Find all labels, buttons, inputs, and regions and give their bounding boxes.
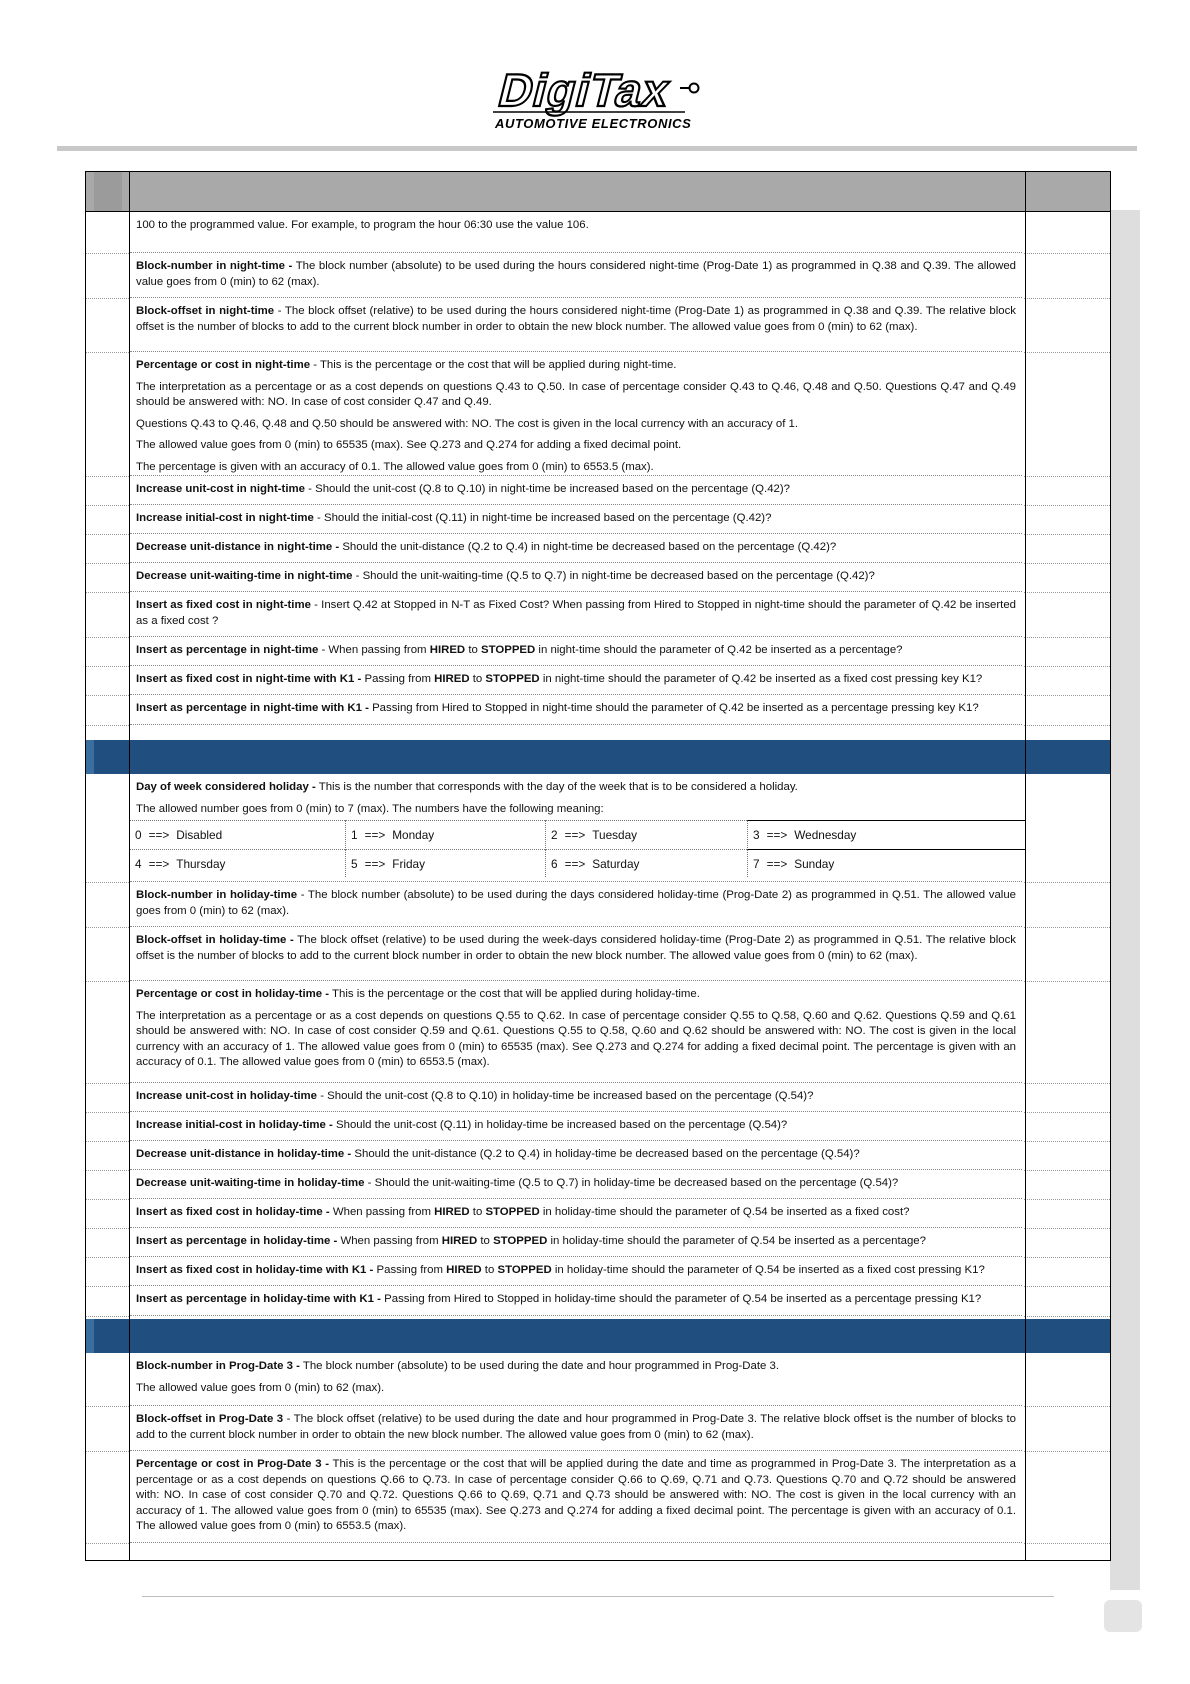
row-paragraph: Questions Q.43 to Q.46, Q.48 and Q.50 should be answered with: NO. The cost is given in the local currency with an accuracy of 1. [136, 417, 799, 430]
table-row [130, 1228, 1022, 1257]
row-description: Passing from [373, 1264, 447, 1276]
column-divider-left [129, 172, 130, 1560]
table-row [130, 1112, 1022, 1141]
table-row [130, 352, 1022, 476]
row-text [136, 1205, 1016, 1227]
row-description: - Insert Q.42 at Stopped in N-T as Fixed Cost? When passing from Hired to Stopped in night-time should the parameter of Q.42 be inserted as a fixed cost ? [136, 599, 1017, 627]
row-title: Increase initial-cost in night-time [136, 512, 314, 524]
section-bar-holiday [86, 740, 1110, 774]
row-text [136, 780, 1016, 823]
row-description: This is the percentage or the cost that will be applied during holiday-time. [329, 988, 700, 1000]
weekday-name: Saturday [592, 857, 640, 871]
row-description: Should the unit-distance (Q.2 to Q.4) in night-time be decreased based on the percentage (Q.42)? [339, 541, 837, 553]
weekday-arrow: ==> [564, 828, 586, 842]
footer-rule [142, 1596, 1054, 1597]
row-description: in night-time should the parameter of Q.42 be inserted as a fixed cost pressing key K1? [539, 673, 983, 685]
row-paragraph: The interpretation as a percentage or as a cost depends on questions Q.43 to Q.50. In case of percentage consider Q.43 to Q.46, Q.48 and Q.50. Questions Q.47 and Q.49 should be answered with: NO. In case of cost consider Q.47 and Q.49. [136, 380, 1016, 408]
row-description: to [469, 1206, 486, 1218]
weekday-arrow: ==> [364, 828, 386, 842]
weekday-num: 2 [551, 828, 558, 842]
row-keyword: HIRED [429, 644, 466, 656]
row-description: to [469, 673, 486, 685]
table-row [130, 298, 1022, 352]
row-keyword: STOPPED [485, 673, 540, 685]
row-text [136, 358, 1016, 481]
row-title: Percentage or cost in Prog-Date 3 - [136, 1458, 330, 1470]
row-text [136, 598, 1016, 635]
row-description: in holiday-time should the parameter of Q.54 be inserted as a fixed cost pressing K1? [551, 1264, 985, 1276]
row-description: 100 to the programmed value. For example, to program the hour 06:30 use the value 106. [136, 219, 589, 231]
row-text [136, 511, 1016, 533]
weekday-num: 1 [351, 828, 358, 842]
parameter-table [85, 171, 1111, 1561]
row-title: Percentage or cost in holiday-time - [136, 988, 330, 1000]
row-description: - Should the unit-cost (Q.8 to Q.10) in night-time be increased based on the percentage (Q.42)? [304, 483, 790, 495]
table-row [130, 1257, 1022, 1286]
row-title: Percentage or cost in night-time [136, 359, 311, 371]
row-paragraph: The allowed value goes from 0 (min) to 62 (max). [136, 1381, 385, 1394]
row-keyword: STOPPED [481, 644, 536, 656]
row-description: When passing from [329, 1206, 435, 1218]
row-description: - The block offset (relative) to be used during the date and hour programmed in Prog-Date 3. The relative block offset is the number of blocks to add to the current block number in order to obtain the new block number. The allowed value goes from 0 (min) to 62 (max). [136, 1413, 1016, 1441]
row-keyword: STOPPED [485, 1206, 540, 1218]
table-row [130, 1406, 1022, 1451]
row-description: When passing from [337, 1235, 442, 1247]
row-description: The block number (absolute) to be used during the hours considered night-time (Prog-Date 1) as programmed in Q.38 and Q.39. The allowed value goes from 0 (min) to 62 (max). [136, 260, 1016, 288]
table-row [130, 1286, 1022, 1316]
row-description: Passing from Hired to Stopped in night-time should the parameter of Q.42 be inserted as a percentage pressing key K1? [368, 702, 979, 714]
row-description: - Should the unit-cost (Q.8 to Q.10) in holiday-time be increased based on the percentage (Q.54)? [317, 1090, 814, 1102]
row-description: This is the number that corresponds with the day of the week that is to be considered a holiday. [315, 781, 798, 793]
row-text [136, 1412, 1016, 1449]
logo-wordmark: DigiTax [493, 64, 677, 116]
row-text [136, 672, 1016, 694]
table-row [130, 1451, 1022, 1543]
row-text [136, 888, 1016, 925]
row-text [136, 1176, 1016, 1198]
weekday-num: 5 [351, 857, 358, 871]
row-description: in holiday-time should the parameter of Q.54 be inserted as a percentage? [547, 1235, 926, 1247]
table-row [130, 981, 1022, 1083]
table-row [130, 882, 1022, 927]
weekday-arrow: ==> [564, 857, 586, 871]
row-text [136, 259, 1016, 296]
row-text [136, 1263, 1016, 1285]
row-title: Block-offset in night-time [136, 305, 275, 317]
row-text [136, 1118, 1016, 1140]
row-text [136, 1359, 1016, 1402]
row-title: Decrease unit-waiting-time in night-time [136, 570, 353, 582]
row-title: Insert as percentage in night-time with K1 - [136, 702, 369, 714]
table-row [130, 666, 1022, 695]
weekday-name: Sunday [794, 857, 835, 871]
weekday-name: Friday [392, 857, 426, 871]
table-header-row [86, 172, 1110, 212]
table-row [130, 1199, 1022, 1228]
column-divider-right [1025, 172, 1026, 1560]
row-keyword: HIRED [441, 1235, 478, 1247]
row-title: Decrease unit-waiting-time in holiday-time [136, 1177, 365, 1189]
row-description: Should the unit-cost (Q.11) in holiday-time be increased based on the percentage (Q.54)? [332, 1119, 788, 1131]
row-keyword: HIRED [434, 673, 470, 685]
row-description: - Should the initial-cost (Q.11) in night-time be increased based on the percentage (Q.42)? [313, 512, 772, 524]
weekday-cell [345, 849, 545, 877]
row-text [136, 482, 1016, 504]
row-description: - Should the unit-waiting-time (Q.5 to Q.7) in night-time be decreased based on the percentage (Q.42)? [352, 570, 875, 582]
weekday-cell [545, 849, 747, 877]
digitax-logo [485, 62, 715, 134]
page-corner-tab [1104, 1600, 1142, 1632]
weekday-name: Disabled [176, 828, 223, 842]
weekday-cell [130, 849, 345, 877]
row-keyword: STOPPED [493, 1235, 548, 1247]
weekday-arrow: ==> [766, 857, 788, 871]
row-description: Should the unit-distance (Q.2 to Q.4) in holiday-time be decreased based on the percentage (Q.54)? [351, 1148, 860, 1160]
row-title: Block-number in Prog-Date 3 - [136, 1360, 300, 1372]
weekday-name: Thursday [176, 857, 226, 871]
row-text [136, 933, 1016, 970]
weekday-cell [747, 849, 1025, 877]
row-paragraph: The allowed number goes from 0 (min) to 7 (max). The numbers have the following meaning: [136, 802, 604, 815]
row-title: Insert as fixed cost in night-time with K1 - [136, 673, 362, 685]
row-text [136, 1292, 1016, 1314]
row-description: The block number (absolute) to be used during the date and hour programmed in Prog-Date 3. [299, 1360, 780, 1372]
row-title: Block-offset in Prog-Date 3 [136, 1413, 284, 1425]
header-rule [57, 146, 1137, 151]
table-row [130, 563, 1022, 592]
row-title: Decrease unit-distance in holiday-time - [136, 1148, 352, 1160]
weekday-arrow: ==> [148, 857, 170, 871]
row-keyword: STOPPED [497, 1264, 552, 1276]
weekday-table [130, 820, 1025, 878]
row-description: Passing from Hired to Stopped in holiday-time should the parameter of Q.54 be inserted as a percentage pressing K1? [380, 1293, 982, 1305]
row-keyword: HIRED [446, 1264, 482, 1276]
table-row [130, 927, 1022, 981]
row-description: to [465, 644, 482, 656]
row-title: Block-number in holiday-time [136, 889, 298, 901]
row-title: Increase unit-cost in holiday-time [136, 1090, 318, 1102]
row-description: in night-time should the parameter of Q.42 be inserted as a percentage? [535, 644, 903, 656]
row-title: Decrease unit-distance in night-time - [136, 541, 340, 553]
weekday-arrow: ==> [766, 828, 788, 842]
row-text [136, 304, 1016, 341]
row-title: Day of week considered holiday - [136, 781, 316, 793]
row-description: to [481, 1264, 498, 1276]
row-description: - The block number (absolute) to be used during the days considered holiday-time (Prog-Date 2) as programmed in Q.51. The allowed value goes from 0 (min) to 62 (max). [136, 889, 1016, 917]
weekday-num: 3 [753, 828, 760, 842]
row-paragraph: The percentage is given with an accuracy of 0.1. The allowed value goes from 0 (min) to 6553.5 (max). [136, 460, 654, 473]
row-description: to [477, 1235, 494, 1247]
row-description: in holiday-time should the parameter of Q.54 be inserted as a fixed cost? [539, 1206, 910, 1218]
table-row [130, 1353, 1022, 1406]
row-text [136, 1089, 1016, 1111]
table-row [130, 476, 1022, 505]
weekday-cell [130, 820, 345, 848]
row-text [136, 643, 1016, 665]
logo-graphic [485, 62, 715, 134]
row-title: Increase initial-cost in holiday-time - [136, 1119, 333, 1131]
row-text [136, 701, 1016, 723]
row-text [136, 1457, 1016, 1541]
row-description: - The block offset (relative) to be used during the hours considered night-time (Prog-Date 1) as programmed in Q.38 and Q.39. The relative block offset is the number of blocks to add to the current block number in order to obtain the new block number. The allowed value goes from 0 (min) to 62 (max). [136, 305, 1016, 333]
row-description: This is the percentage or the cost that will be applied during the date and time as programmed in Prog-Date 3. The interpretation as a percentage or as a cost depends on questions Q.66 to Q.73. In case of percentage consider Q.66 to Q.69, Q.71 and Q.73. Questions Q.70 and Q.72 should be answered with: NO. In case of cost consider Q.70 and Q.72. Questions Q.66 to Q.69, Q.71 and Q.73 should be answered with: NO. The cost is given in the local currency with an accuracy of 1. The allowed value goes from 0 (min) to 65535 (max). See Q.273 and Q.274 for adding a fixed decimal point. The percentage is given with an accuracy of 0.1. The allowed value goes from 0 (min) to 6553.5 (max). [136, 1458, 1016, 1532]
table-row [130, 534, 1022, 563]
weekday-num: 0 [135, 828, 142, 842]
row-title: Insert as percentage in night-time [136, 644, 319, 656]
row-description: - When passing from [318, 644, 430, 656]
row-paragraph: The interpretation as a percentage or as a cost depends on questions Q.55 to Q.62. In case of percentage consider Q.55 to Q.58, Q.60 and Q.62. Questions Q.59 and Q.61 should be answered with: NO. In case of cost consider Q.59 and Q.61. Questions Q.55 to Q.58, Q.60 and Q.62 should be answered with: NO. The cost is given in the local currency with an accuracy of 1. The allowed value goes from 0 (min) to 65535 (max). See Q.273 and Q.274 for adding a fixed decimal point. The percentage is given with an accuracy of 0.1. The allowed value goes from 0 (min) to 6553.5 (max). [136, 1009, 1016, 1068]
row-text [136, 540, 1016, 562]
row-description: Passing from [361, 673, 435, 685]
table-row [130, 695, 1022, 725]
weekday-cell [747, 820, 1025, 848]
page-side-shadow [1110, 210, 1140, 1590]
table-row [130, 505, 1022, 534]
row-title: Insert as fixed cost in holiday-time with K1 - [136, 1264, 374, 1276]
row-title: Insert as fixed cost in holiday-time - [136, 1206, 330, 1218]
weekday-num: 4 [135, 857, 142, 871]
row-text [136, 569, 1016, 591]
weekday-arrow: ==> [148, 828, 170, 842]
table-row [130, 1141, 1022, 1170]
weekday-num: 6 [551, 857, 558, 871]
row-title: Block-number in night-time - [136, 260, 293, 272]
row-text [136, 218, 1016, 240]
weekday-cell [545, 820, 747, 848]
table-row [130, 253, 1022, 298]
weekday-name: Wednesday [794, 828, 857, 842]
table-row [130, 1170, 1022, 1199]
row-title: Block-offset in holiday-time - [136, 934, 294, 946]
row-paragraph: The allowed value goes from 0 (min) to 65535 (max). See Q.273 and Q.274 for adding a fixed decimal point. [136, 439, 682, 451]
row-title: Insert as fixed cost in night-time [136, 599, 311, 611]
row-title: Increase unit-cost in night-time [136, 483, 305, 495]
row-text [136, 1234, 1016, 1256]
weekday-name: Tuesday [592, 828, 638, 842]
weekday-arrow: ==> [364, 857, 386, 871]
row-description: - This is the percentage or the cost that will be applied during night-time. [310, 359, 677, 371]
row-keyword: HIRED [434, 1206, 470, 1218]
table-row [130, 212, 1022, 253]
row-text [136, 1147, 1016, 1169]
logo-tagline: AUTOMOTIVE ELECTRONICS [495, 116, 692, 131]
row-description: The block offset (relative) to be used during the week-days considered holiday-time (Prog-Date 2) as programmed in Q.51. The relative block offset is the number of blocks to add to the current block number in order to obtain the new block number. The allowed value goes from 0 (min) to 62 (max). [136, 934, 1016, 962]
row-description: - Should the unit-waiting-time (Q.5 to Q.7) in holiday-time be decreased based on the percentage (Q.54)? [364, 1177, 899, 1189]
table-row [130, 637, 1022, 666]
weekday-cell [345, 820, 545, 848]
weekday-name: Monday [392, 828, 435, 842]
table-row [130, 592, 1022, 637]
row-title: Insert as percentage in holiday-time - [136, 1235, 338, 1247]
row-title: Insert as percentage in holiday-time with K1 - [136, 1293, 381, 1305]
row-text [136, 987, 1016, 1077]
weekday-num: 7 [753, 857, 760, 871]
section-bar-prog-date-3 [86, 1319, 1110, 1353]
table-row [130, 1083, 1022, 1112]
